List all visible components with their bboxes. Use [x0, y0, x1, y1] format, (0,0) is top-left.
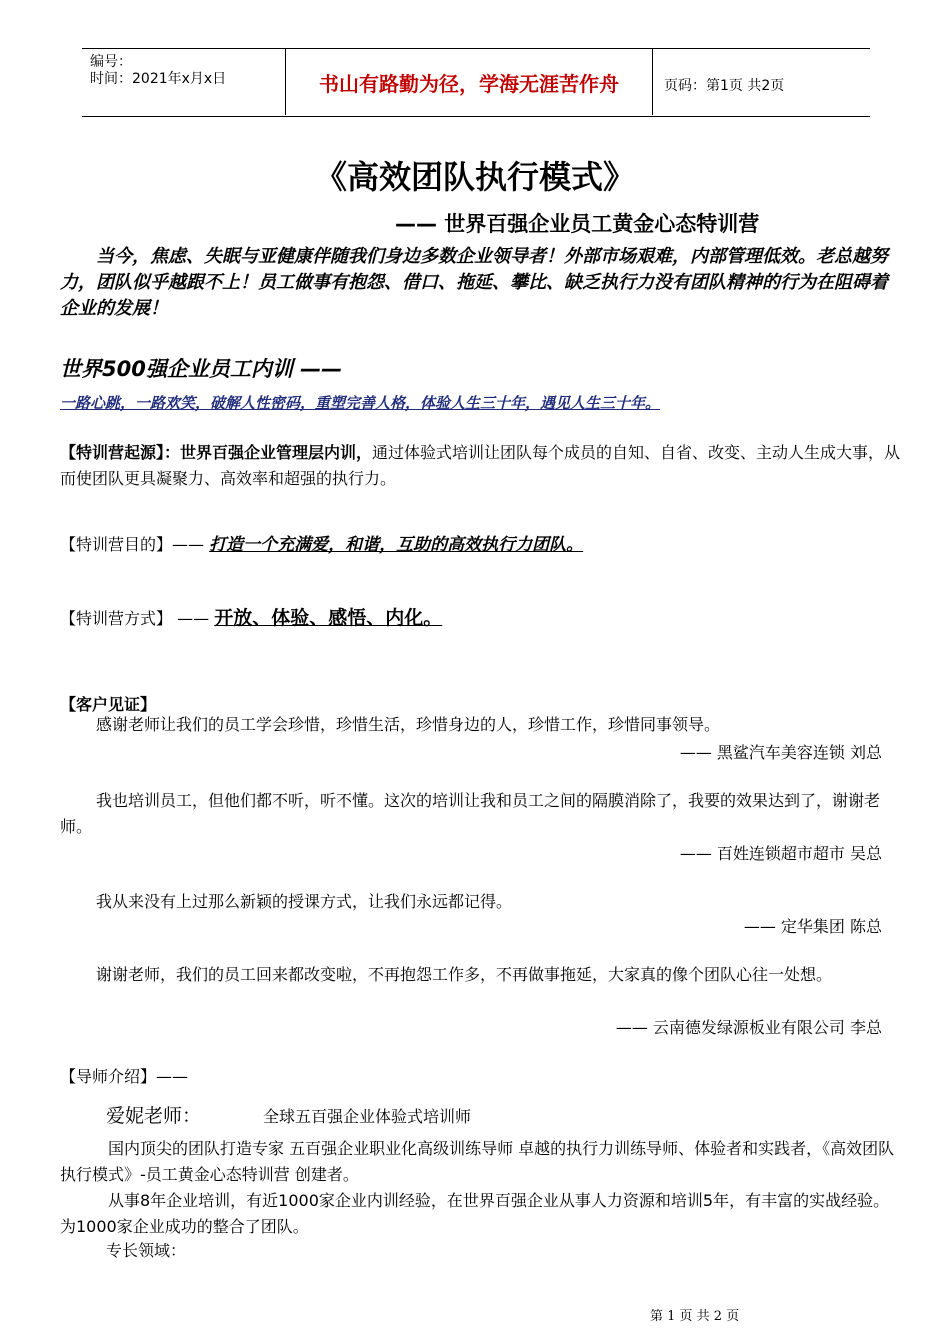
header-divider [652, 49, 653, 115]
tutor-title: 全球五百强企业体验式培训师 [263, 1107, 472, 1126]
origin-label: 【特训营起源】：世界百强企业管理层内训， [60, 443, 373, 462]
tutor-name: 爱妮老师： [106, 1105, 202, 1127]
testimonial-text: 谢谢老师，我们的员工回来都改变啦，不再抱怨工作多，不再做事拖延，大家真的像个团队心往一处想。 [96, 965, 833, 984]
goal-value: 打造一个充满爱，和谐，互助的高效执行力团队。 [209, 535, 584, 555]
page-title: 《高效团队执行模式》 [314, 158, 635, 196]
mode-label: 【特训营方式】 —— [60, 609, 210, 628]
tutor-bio: 从事8年企业培训，有近1000家企业内训经验，在世界百强企业从事人力资源和培训5年，有丰富的实战经验。为1000家企业成功的整合了团队。 [60, 1191, 890, 1236]
testimonial-text: 我从来没有上过那么新颖的授课方式，让我们永远都记得。 [96, 892, 513, 911]
tutor-specialty: 专长领域： [106, 1241, 187, 1260]
page-footer: 第 1 页 共 2 页 [650, 1309, 740, 1324]
header-motto: 书山有路勤为径，学海无涯苦作舟 [319, 71, 619, 96]
mode-line [60, 603, 442, 630]
intro-paragraph: 当今，焦虑、失眠与亚健康伴随我们身边多数企业领导者！外部市场艰难，内部管理低效。老总越努力，团队似乎越跟不上！员工做事有抱怨、借口、拖延、攀比、缺乏执行力没有团队精神的行为在阻碍着企业的发展！ [60, 246, 888, 319]
tutor-bio: 国内顶尖的团队打造专家 五百强企业职业化高级训练导师 卓越的执行力训练导师、体验者和实践者，《高效团队执行模式》-员工黄金心态特训营 创建者。 [60, 1139, 895, 1184]
origin-paragraph [60, 440, 902, 492]
testimonial-signature: —— 黑鲨汽车美容连锁 刘总 [679, 743, 882, 762]
goal-line [60, 530, 583, 555]
testimonial-text: 我也培训员工，但他们都不听，听不懂。这次的培训让我和员工之间的隔膜消除了，我要的效果达到了，谢谢老师。 [60, 791, 881, 836]
header-page-label: 页码：第1页 共2页 [664, 78, 785, 94]
mode-value: 开放、体验、感悟、内化。 [214, 607, 443, 629]
number-label: 编号： [90, 54, 132, 70]
testimonials-heading: 【客户见证】 [60, 695, 157, 714]
tagline: 一路心跳，一路欢笑，破解人性密码，重塑完善人格，体验人生三十年，遇见人生三十年。 [60, 394, 661, 412]
testimonial-signature: —— 百姓连锁超市超市 吴总 [679, 844, 882, 863]
origin-text: 通过体验式培训让团队每个成员的自知、自省、改变、主动人生成大事，从而使团队更具凝聚力、高效率和超强的执行力。 [60, 443, 901, 488]
testimonial-signature: —— 云南德发绿源板业有限公司 李总 [615, 1018, 882, 1037]
testimonial-signature: —— 定华集团 陈总 [743, 917, 882, 936]
time-label: 时间：2021年x月x日 [90, 71, 227, 87]
header-meta [90, 54, 226, 88]
testimonial-text: 感谢老师让我们的员工学会珍惜，珍惜生活，珍惜身边的人，珍惜工作，珍惜同事领导。 [96, 715, 721, 734]
section-500-heading: 世界500强企业员工内训 —— [60, 357, 343, 381]
tutor-heading: 【导师介绍】—— [60, 1067, 189, 1086]
goal-label: 【特训营目的】—— [60, 535, 205, 554]
page-subtitle: —— 世界百强企业员工黄金心态特训营 [395, 212, 760, 236]
